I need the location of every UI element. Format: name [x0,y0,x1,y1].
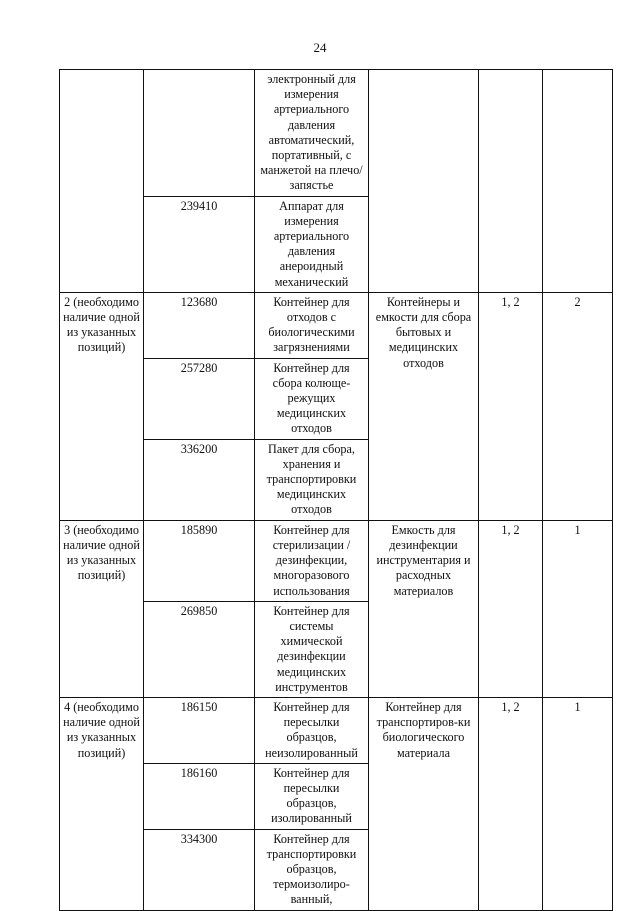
code-cell: 239410 [144,196,255,292]
table-row [60,70,613,197]
quantity-cell: 2 [543,292,613,520]
item-name-cell: Контейнер для пересылки образцов, неизолированный [255,697,369,763]
code-cell: 185890 [144,520,255,601]
table-row [60,697,613,763]
item-name-cell: Контейнер для системы химической дезинфекции медицинских инструментов [255,601,369,697]
table-row [60,292,613,358]
page-number: 24 [313,40,327,55]
quantity-cell [543,70,613,293]
item-name-cell: Контейнер для стерилизации /дезинфекции, многоразового использования [255,520,369,601]
usage-cell [479,70,543,293]
item-name-cell: Контейнер для пересылки образцов, изолированный [255,763,369,829]
code-cell: 269850 [144,601,255,697]
code-cell: 336200 [144,439,255,520]
item-name-cell: электронный для измерения артериального давления автоматический, портативный, с манжетой на плечо/запястье [255,70,369,197]
item-name-cell: Контейнер для сбора колюще-режущих медицинских отходов [255,358,369,439]
position-number-cell: 3 (необходимо наличие одной из указанных позиций) [60,520,144,697]
usage-cell: 1, 2 [479,520,543,697]
code-cell: 186150 [144,697,255,763]
quantity-cell: 1 [543,697,613,910]
item-name-cell: Контейнер для отходов с биологическими загрязнениями [255,292,369,358]
code-cell: 186160 [144,763,255,829]
table-row [60,520,613,601]
group-name-cell: Контейнеры и емкости для сбора бытовых и медицинских отходов [369,292,479,520]
group-name-cell [369,70,479,293]
quantity-cell: 1 [543,520,613,697]
code-cell: 257280 [144,358,255,439]
item-name-cell: Контейнер для транспортировки образцов, термоизолиро-ванный, [255,829,369,910]
group-name-cell: Контейнер для транспортиров-ки биологического материала [369,697,479,910]
item-name-cell: Аппарат для измерения артериального давления анероидный механический [255,196,369,292]
position-number-cell [60,70,144,293]
equipment-table [59,69,613,911]
code-cell: 334300 [144,829,255,910]
code-cell: 123680 [144,292,255,358]
position-number-cell: 4 (необходимо наличие одной из указанных позиций) [60,697,144,910]
usage-cell: 1, 2 [479,697,543,910]
item-name-cell: Пакет для сбора, хранения и транспортировки медицинских отходов [255,439,369,520]
usage-cell: 1, 2 [479,292,543,520]
group-name-cell: Емкость для дезинфекции инструментария и расходных материалов [369,520,479,697]
position-number-cell: 2 (необходимо наличие одной из указанных позиций) [60,292,144,520]
code-cell [144,70,255,197]
